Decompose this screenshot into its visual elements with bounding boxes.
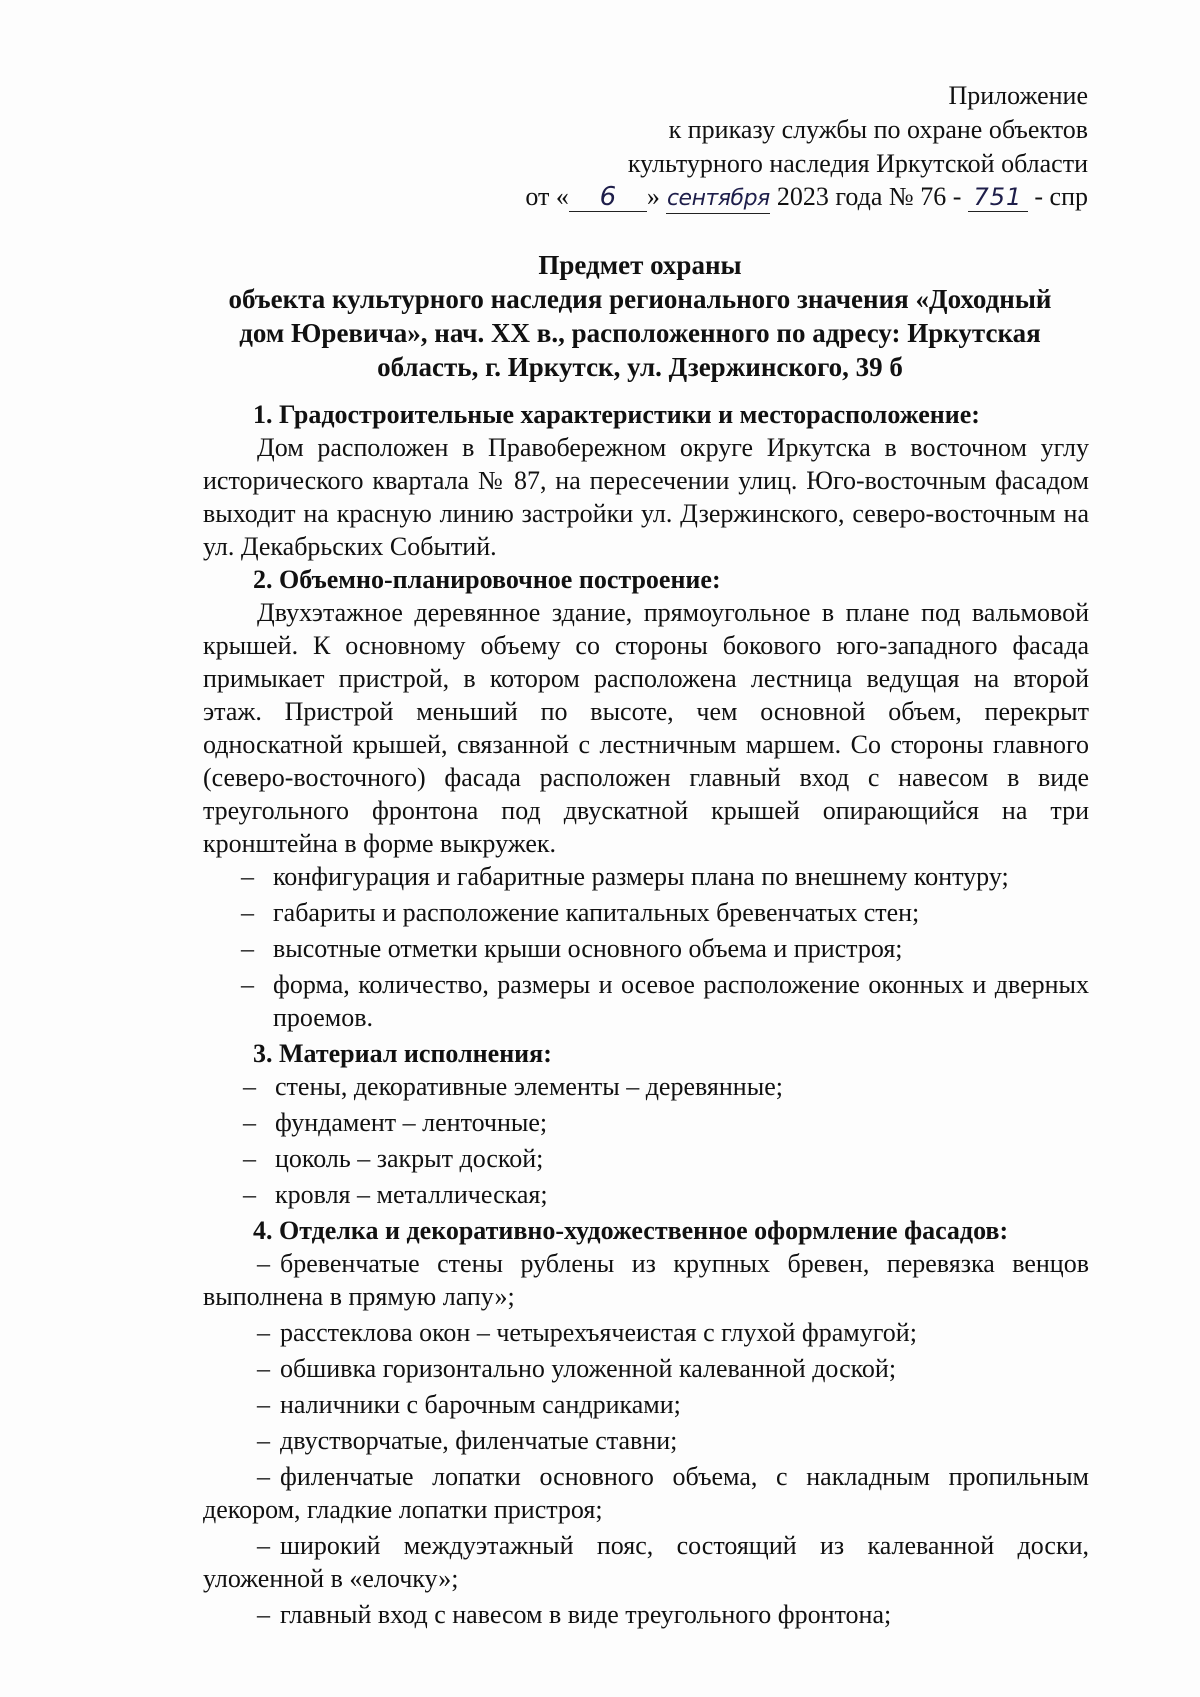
dash-marker: – <box>257 1318 270 1347</box>
list-item: – стены, декоративные элементы – деревянные; <box>243 1072 783 1101</box>
list-item: – наличники с барочным сандриками; <box>257 1390 681 1419</box>
list-item: – высотные отметки крыши основного объема и пристроя; <box>241 934 903 963</box>
handwritten-month: сентября <box>666 185 770 214</box>
list-item: – широкий междуэтажный пояс, состоящий из калеванной доски, уложенной в «елочку»; <box>203 1531 1089 1593</box>
list-item: – филенчатые лопатки основного объема, с накладным пропильным декором, гладкие лопатки пристроя; <box>203 1462 1089 1524</box>
order-suffix: - спр <box>1034 182 1088 211</box>
dash-marker: – <box>243 1072 256 1101</box>
order-reference-line-1: к приказу службы по охране объектов <box>668 115 1088 144</box>
section-4-list <box>203 1247 1089 1631</box>
dash-marker: – <box>257 1354 270 1383</box>
dash-marker: – <box>257 1600 270 1629</box>
list-item: – кровля – металлическая; <box>243 1180 548 1209</box>
list-item: – расстеклова окон – четырехъячеистая с глухой фрамугой; <box>257 1318 917 1347</box>
dash-marker: – <box>257 1426 270 1455</box>
handwritten-order-number: 751 <box>968 183 1028 212</box>
title-line-1: Предмет охраны <box>538 250 742 280</box>
section-2-heading: 2. Объемно-планировочное построение: <box>253 565 721 594</box>
dash-marker: – <box>243 1180 256 1209</box>
list-item: – главный вход с навесом в виде треугольного фронтона; <box>257 1600 892 1629</box>
title-line-2: объекта культурного наследия регионального значения «Доходный <box>228 284 1052 314</box>
order-reference-line-2: культурного наследия Иркутской области <box>627 149 1088 178</box>
section-2-text: Двухэтажное деревянное здание, прямоугольное в плане под вальмовой крышей. К основному объему со стороны бокового юго-западного фасада примыкает пристрой, в котором расположена лестница ведущая на второй этаж. Пристрой меньший по высоте, чем основной объем, перекрыт односкатной крышей, связанной с лестничным маршем. Со стороны главного (северо-восточного) фасада расположен главный вход с навесом в виде треугольного фронтона под двускатной крышей опирающийся на три кронштейна в форме выкружек. <box>203 598 1089 858</box>
date-prefix: от « <box>525 182 569 211</box>
dash-marker: – <box>243 1108 256 1137</box>
list-item: – двустворчатые, филенчатые ставни; <box>257 1426 678 1455</box>
appendix-label: Приложение <box>948 81 1088 110</box>
handwritten-day: 6 <box>569 183 647 212</box>
list-item: – цоколь – закрыт доской; <box>243 1144 544 1173</box>
dash-marker: – <box>241 934 254 963</box>
dash-marker: – <box>257 1390 270 1419</box>
list-item: – обшивка горизонтально уложенной калеванной доской; <box>257 1354 897 1383</box>
document-title <box>200 248 1080 384</box>
list-item: – фундамент – ленточные; <box>243 1108 548 1137</box>
dash-marker: – <box>241 862 254 891</box>
section-4-heading: 4. Отделка и декоративно-художественное оформление фасадов: <box>253 1216 1009 1245</box>
dash-marker: – <box>257 1531 270 1560</box>
list-item: – конфигурация и габаритные размеры плана по внешнему контуру; <box>241 862 1009 891</box>
dash-marker: – <box>257 1249 270 1278</box>
title-line-4: область, г. Иркутск, ул. Дзержинского, 39 б <box>377 352 903 382</box>
list-item: – габариты и расположение капитальных бревенчатых стен; <box>241 898 920 927</box>
section-3-list <box>203 1070 1089 1211</box>
document-body <box>203 398 1089 1634</box>
list-item: – бревенчатые стены рублены из крупных бревен, перевязка венцов выполнена в прямую лапу»; <box>203 1249 1089 1311</box>
dash-marker: – <box>257 1462 270 1491</box>
date-year: 2023 года № 76 - <box>776 182 962 211</box>
dash-marker: – <box>243 1144 256 1173</box>
title-line-3: дом Юревича», нач. XX в., расположенного по адресу: Иркутская <box>239 318 1041 348</box>
section-3-heading: 3. Материал исполнения: <box>253 1039 552 1068</box>
section-1-heading: 1. Градостроительные характеристики и месторасположение: <box>253 400 980 429</box>
dash-marker: – <box>241 898 254 927</box>
order-date-line <box>525 181 1088 214</box>
list-item: – форма, количество, размеры и осевое расположение оконных и дверных проемов. <box>241 970 1089 1032</box>
dash-marker: – <box>241 970 254 999</box>
date-mid: » <box>646 182 660 211</box>
section-2-list <box>203 860 1089 1034</box>
section-1-text: Дом расположен в Правобережном округе Иркутска в восточном углу исторического квартала № 87, на пересечении улиц. Юго-восточным фасадом выходит на красную линию застройки ул. Дзержинского, северо-восточным на ул. Декабрьских Событий. <box>203 433 1089 561</box>
